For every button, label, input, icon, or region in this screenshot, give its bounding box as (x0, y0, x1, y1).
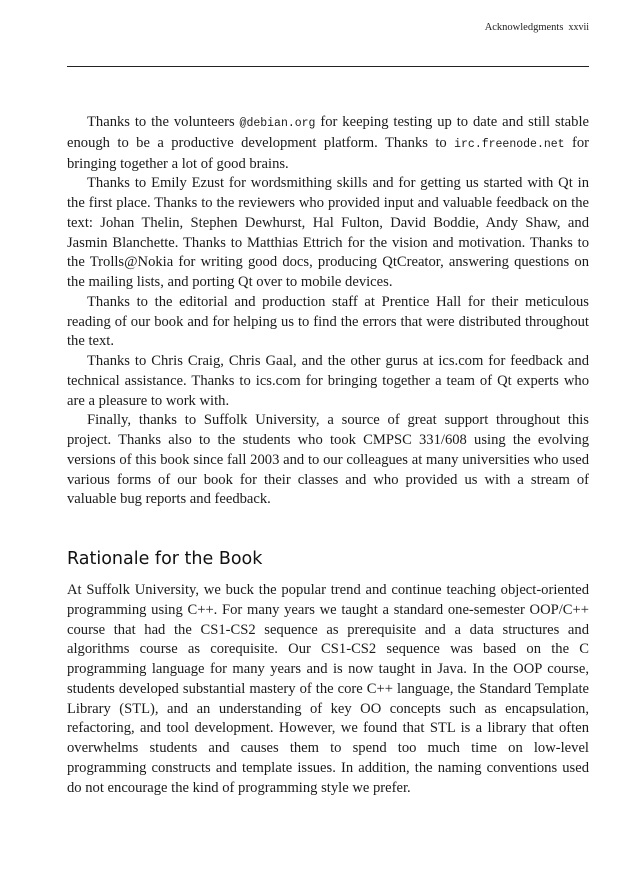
body-text (67, 113, 589, 798)
paragraph-reviewers: Thanks to Emily Ezust for wordsmithing skills and for getting us started with Qt in the first place. Thanks to the reviewers who provided input and valuable feedback on the text: Johan Thelin, Stephen Dewhurst, Hal Fulton, David Boddie, Andy Shaw, and Jasmin Blanchette. Thanks to Matthias Ettrich for the vision and motivation. Thanks to the Trolls@Nokia for writing good docs, producing QtCreator, answering questions on the mailing lists, and porting Qt over to mobile devices. (67, 175, 589, 290)
inline-code-freenode: irc.freenode.net (454, 137, 565, 151)
paragraph-text: for bringing together a lot of good brains. (67, 134, 589, 172)
paragraph-text: Thanks to the volunteers (87, 114, 240, 130)
paragraph-suffolk: Finally, thanks to Suffolk University, a source of great support throughout this project. Thanks also to the students who took CMPSC 331/608 using the evolving versions of this book since fall 2003 and to our colleagues at many universities who used various forms of our book for their classes and who provided us with a stream of valuable bug reports and feedback. (67, 412, 589, 508)
inline-code-debian: @debian.org (239, 117, 316, 130)
header-rule (67, 66, 589, 67)
section-heading: Rationale for the Book (67, 549, 263, 569)
paragraph-text: for keeping testing up to date and still stable enough to be a productive development platform. Thanks to (67, 114, 589, 151)
running-head (67, 22, 589, 33)
page-number: xxvii (568, 22, 589, 33)
paragraph-ics: Thanks to Chris Craig, Chris Gaal, and the other gurus at ics.com for feedback and technical assistance. Thanks to ics.com for bringing together a team of Qt experts who are a pleasure to work with. (67, 353, 589, 409)
paragraph-debian (67, 113, 589, 174)
paragraph-editorial: Thanks to the editorial and production staff at Prentice Hall for their meticulous reading of our book and for helping us to find the errors that were distributed throughout the text. (67, 293, 589, 350)
paragraph-rationale: At Suffolk University, we buck the popular trend and continue teaching object-oriented programming using C++. For many years we taught a standard one-semester OOP/C++ course that had the CS1-CS2 sequence as prerequisite and a data structures and algorithms course as corequisite. Our CS1-CS2 sequence was based on the C programming language for many years and is now taught in Java. In the OOP course, students developed substantial mastery of the core C++ language, the Standard Template Library (STL), and an understanding of key OO concepts such as encapsulation, refactoring, and tool development. However, we found that STL is a library that often overwhelms students and causes them to spend too much time on low-level programming constructs and template issues. In addition, the naming conventions used do not encourage the kind of programming style we prefer. (67, 582, 589, 796)
running-title: Acknowledgments (484, 22, 564, 33)
